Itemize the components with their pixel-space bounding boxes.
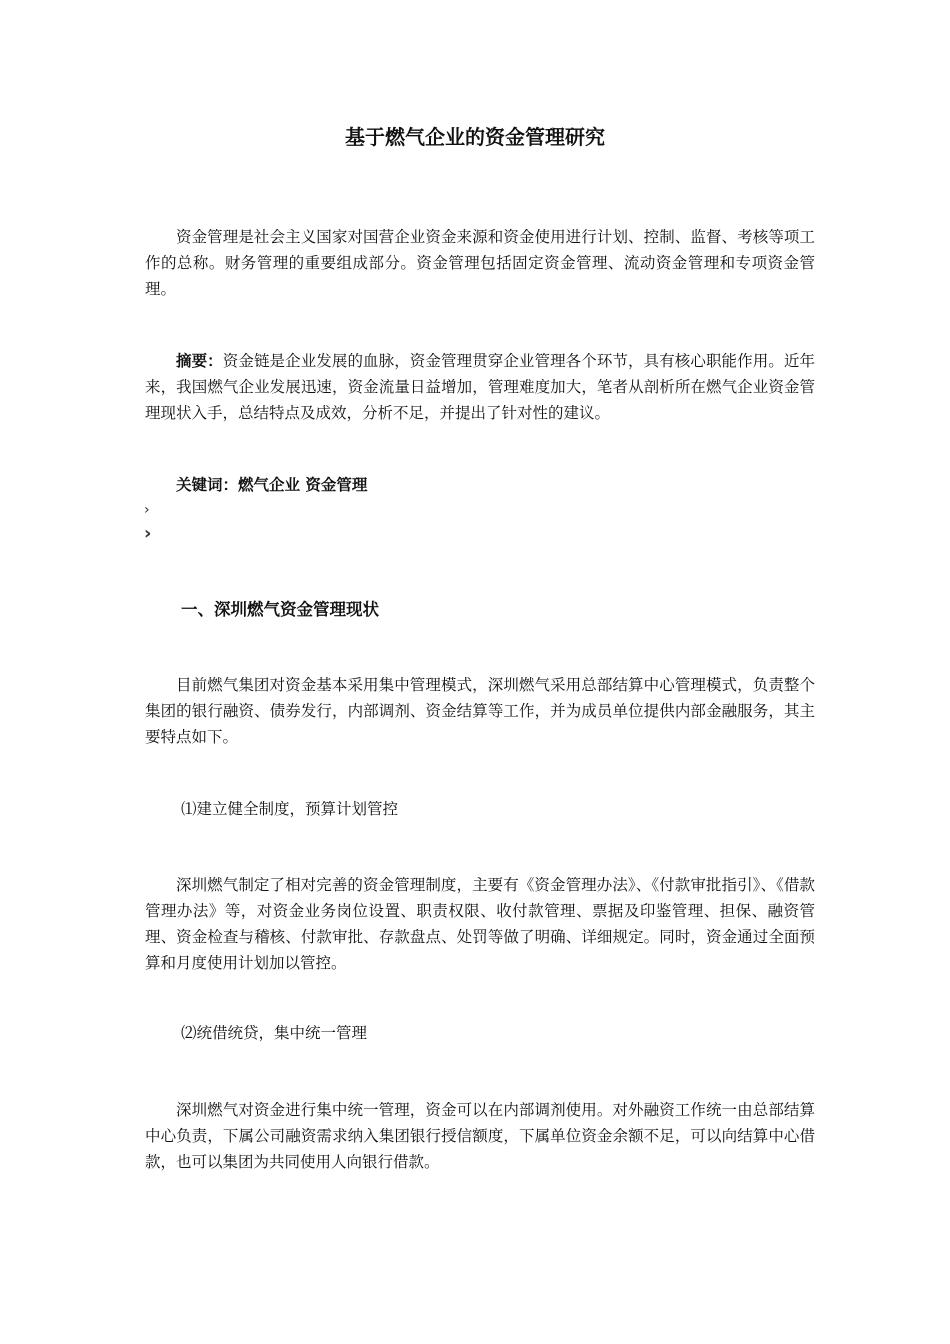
section-heading: 一、深圳燃气资金管理现状 <box>181 600 379 619</box>
keywords-label: 关键词： <box>176 476 239 494</box>
section-paragraph-2: 深圳燃气制定了相对完善的资金管理制度，主要有《资金管理办法》、《付款审批指引》、《借款管理办法》等，对资金业务岗位设置、职责权限、收付款管理、票据及印鉴管理、担保、融资管理、资金检查与稽核、付款审批、存款盘点、处罚等做了明确、详细规定。同时，资金通过全面预算和月度使用计划加以管控。 <box>145 876 815 972</box>
section-paragraph-1: 目前燃气集团对资金基本采用集中管理模式，深圳燃气采用总部结算中心管理模式，负责整个集团的银行融资、债券发行，内部调剂、资金结算等工作，并为成员单位提供内部金融服务，其主要特点如下。 <box>145 676 815 746</box>
document-title: 基于燃气企业的资金管理研究 <box>345 125 605 149</box>
abstract-paragraph <box>145 348 815 426</box>
abstract-text: 资金链是企业发展的血脉，资金管理贯穿企业管理各个环节，具有核心职能作用。近年来，我国燃气企业发展迅速，资金流量日益增加，管理难度加大，笔者从剖析所在燃气企业资金管理现状入手，总结特点及成效，分析不足，并提出了针对性的建议。 <box>145 352 815 422</box>
chevron-right-icon: › <box>144 523 152 544</box>
keywords-text: 燃气企业 资金管理 <box>238 476 368 494</box>
keywords-line <box>145 472 815 498</box>
abstract-label: 摘要： <box>176 352 223 370</box>
subsection-heading-2: ⑵统借统贷，集中统一管理 <box>181 1024 368 1042</box>
intro-paragraph: 资金管理是社会主义国家对国营企业资金来源和资金使用进行计划、控制、监督、考核等项工作的总称。财务管理的重要组成部分。资金管理包括固定资金管理、流动资金管理和专项资金管理。 <box>145 228 815 298</box>
section-paragraph-3: 深圳燃气对资金进行集中统一管理，资金可以在内部调剂使用。对外融资工作统一由总部结算中心负责，下属公司融资需求纳入集团银行授信额度，下属单位资金余额不足，可以向结算中心借款，也可以集团为共同使用人向银行借款。 <box>145 1101 815 1171</box>
subsection-heading-1: ⑴建立健全制度，预算计划管控 <box>181 800 399 818</box>
chevron-right-icon: › <box>144 502 150 518</box>
